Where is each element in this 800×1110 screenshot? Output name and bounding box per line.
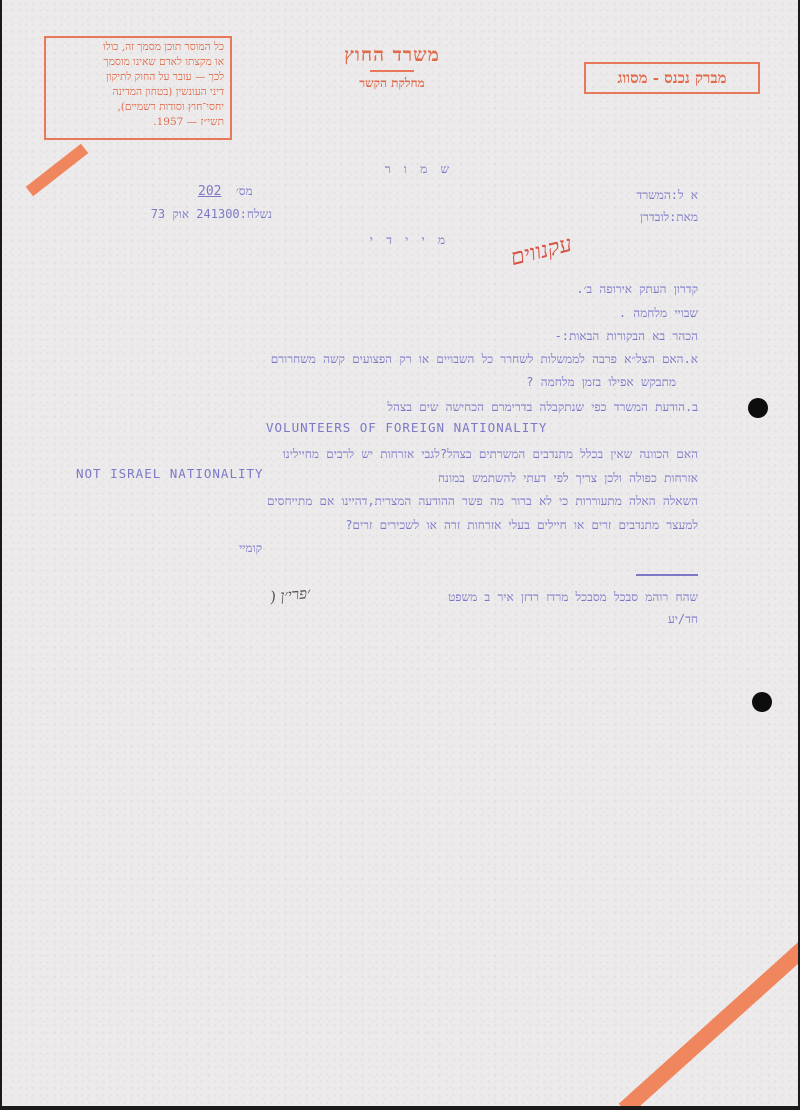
- warning-line: לכך — עובר על החוק לתיקון: [106, 71, 224, 83]
- body-line: האם הכוונה שאין בכלל מתנדבים המשרתים בצהל?לגבי אזרחות יש לרבים מחיילינו: [282, 447, 698, 461]
- ministry-name: משרד החוץ: [344, 44, 440, 66]
- cable-number: 202: [198, 184, 222, 199]
- question-b-line: ב.הודעת המשרד כפי שנתקבלה בדרימרם הכחישה שים בצהל: [387, 400, 698, 414]
- signoff: קומיי: [239, 541, 262, 555]
- warning-line: יחסי־חוץ וסודות רשמיים),: [117, 101, 224, 113]
- latin-text: VOLUNTEERS OF FOREIGN NATIONALITY: [266, 420, 548, 435]
- question-a-line: מתבקש אפילו בזמן מלחמה ?: [526, 375, 676, 389]
- warning-line: תשי״ז — 1957.: [153, 116, 224, 128]
- question-a-line: א.האם הצל״א פרבה לממשלות לשחרר כל השבויים או רק הפצועים קשה משחרורם: [270, 352, 698, 366]
- cable-priority: מ י י ד י: [369, 233, 448, 247]
- warning-line: או מקצתו לאדם שאינו מוסמך: [103, 56, 224, 68]
- distribution-line: שהח רוהמ סבכל מסבכל מרדז רדזן איר ב משפט: [448, 590, 698, 604]
- document-page: [2, 0, 798, 1106]
- letterhead-rule: [370, 70, 414, 72]
- secrecy-warning-box: [44, 36, 232, 140]
- cable-number-label: מס׳: [236, 184, 253, 198]
- doc-type: ש מ ו ר: [384, 162, 452, 176]
- body-line: למעצר מתנדבים זרים או חיילים בעלי אזרחות זרה או לשכירים זרים?: [345, 518, 698, 532]
- department-name: מחלקת הקשר: [359, 76, 425, 90]
- cable-from: מאת:לובדרן: [639, 210, 698, 224]
- body-line: הכהר בא הבקורות הבאות:-: [554, 329, 698, 343]
- warning-line: כל המוסר תוכן מסמך זה, כולו: [102, 41, 224, 53]
- body-line: שבויי מלחמה .: [618, 306, 698, 320]
- punch-hole: [752, 692, 772, 712]
- punch-hole: [748, 398, 768, 418]
- signature-rule: [636, 574, 698, 576]
- initials: חד/יע: [667, 612, 698, 626]
- body-line: השאלה האלה מתעוררות כי לא ברור מה פשר ההודעה המצרית,דהיינו אם מתייחסים: [267, 494, 698, 508]
- warning-line: דיני העונשין (בטחון המדינה: [112, 86, 224, 98]
- body-line: קדרון העתק אירופה ב׳.: [576, 282, 698, 296]
- latin-text: NOT ISRAEL NATIONALITY: [76, 466, 264, 481]
- handwritten-note: עקנווים: [508, 231, 575, 272]
- cable-to: א ל:המשרד: [636, 188, 698, 202]
- ministry-letterhead: [302, 44, 482, 91]
- corner-stripe-top: [26, 144, 89, 197]
- cable-sent: נשלח:241300 אוק 73: [150, 207, 272, 221]
- handwritten-signature: ) ׳פרי׳ן: [269, 583, 312, 607]
- body-line: אזרחות כפולה ולכן צריך לפי דעתי להשתמש במונח: [437, 471, 698, 485]
- classification-stamp: מברק נכנס - מסווג: [584, 62, 760, 94]
- corner-stripe-bottom: [619, 936, 798, 1106]
